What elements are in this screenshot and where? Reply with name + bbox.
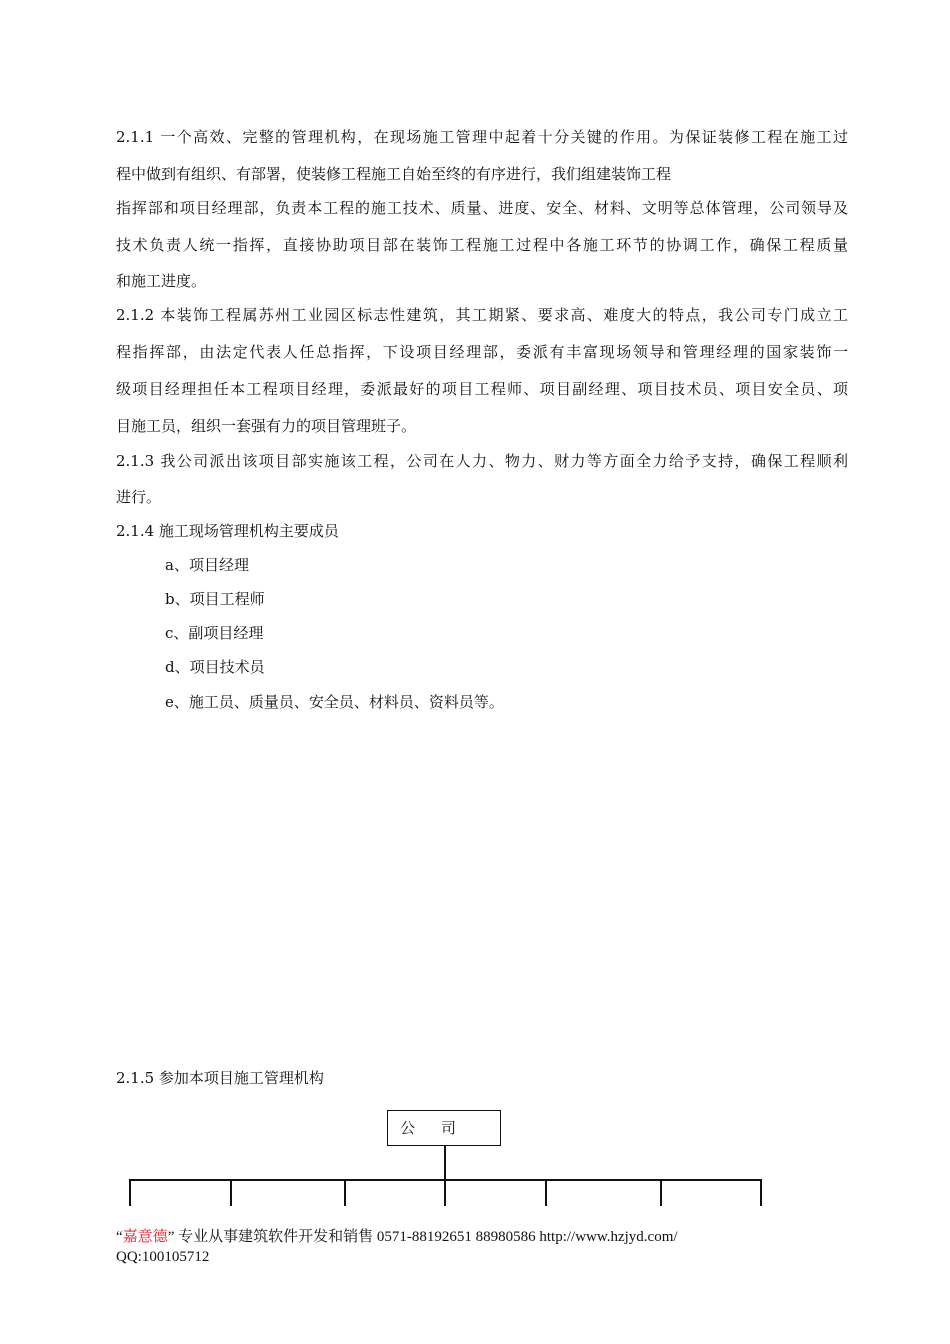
org-root-label: 公司	[400, 1119, 483, 1137]
footer-qq: QQ:100105712	[116, 1249, 210, 1265]
member-item: e、施工员、质量员、安全员、材料员、资料员等。	[165, 693, 504, 711]
brand-name: 嘉意德	[122, 1229, 168, 1245]
section-2-1-4-heading: 2.1.4 施工现场管理机构主要成员	[116, 522, 339, 540]
footer-quote-close: ”	[167, 1229, 175, 1245]
paragraph-2-1-3-line-2: 进行。	[116, 488, 162, 506]
paragraph-2-1-1-line-5: 和施工进度。	[116, 272, 207, 290]
paragraph-2-1-1-line-4: 技术负责人统一指挥，直接协助项目部在装饰工程施工过程中各施工环节的协调工作，确保工程质量	[116, 236, 848, 254]
org-trunk-line	[444, 1146, 446, 1206]
paragraph-2-1-2-line-4: 目施工员，组织一套强有力的项目管理班子。	[116, 417, 417, 435]
paragraph-2-1-2-line-2: 程指挥部，由法定代表人任总指挥，下设项目经理部，委派有丰富现场领导和管理经理的国家装饰一	[116, 343, 848, 361]
member-item: b、项目工程师	[165, 590, 265, 608]
org-branch-drop	[344, 1179, 346, 1206]
org-root-box	[387, 1110, 501, 1146]
paragraph-2-1-1-line-2: 程中做到有组织、有部署，使装修工程施工自始至终的有序进行，我们组建装饰工程	[116, 165, 672, 183]
org-branch-drop	[129, 1179, 131, 1206]
member-item: d、项目技术员	[165, 658, 265, 676]
paragraph-2-1-1-line-1: 2.1.1 一个高效、完整的管理机构，在现场施工管理中起着十分关键的作用。为保证装修工程在施工过	[116, 128, 848, 146]
member-item: c、副项目经理	[165, 624, 264, 642]
org-branch-line	[129, 1179, 762, 1181]
section-2-1-5-heading: 2.1.5 参加本项目施工管理机构	[116, 1069, 324, 1087]
paragraph-2-1-3-line-1: 2.1.3 我公司派出该项目部实施该工程，公司在人力、物力、财力等方面全力给予支持，确保工程顺利	[116, 452, 848, 470]
org-branch-drop	[660, 1179, 662, 1206]
footer-quote-open: “	[116, 1229, 123, 1245]
paragraph-2-1-2-line-1: 2.1.2 本装饰工程属苏州工业园区标志性建筑，其工期紧、要求高、难度大的特点，我公司专门成立工	[116, 306, 848, 324]
org-branch-drop	[545, 1179, 547, 1206]
paragraph-2-1-2-line-3: 级项目经理担任本工程项目经理，委派最好的项目工程师、项目副经理、项目技术员、项目安全员、项	[116, 380, 848, 398]
member-item: a、项目经理	[165, 556, 249, 574]
footer-contact: 专业从事建筑软件开发和销售 0571-88192651 88980586 http://www.hzjyd.com/	[174, 1229, 678, 1245]
org-branch-drop	[760, 1179, 762, 1206]
paragraph-2-1-1-line-3: 指挥部和项目经理部，负责本工程的施工技术、质量、进度、安全、材料、文明等总体管理，公司领导及	[116, 199, 848, 217]
org-branch-drop	[230, 1179, 232, 1206]
footer-line	[116, 1227, 678, 1247]
